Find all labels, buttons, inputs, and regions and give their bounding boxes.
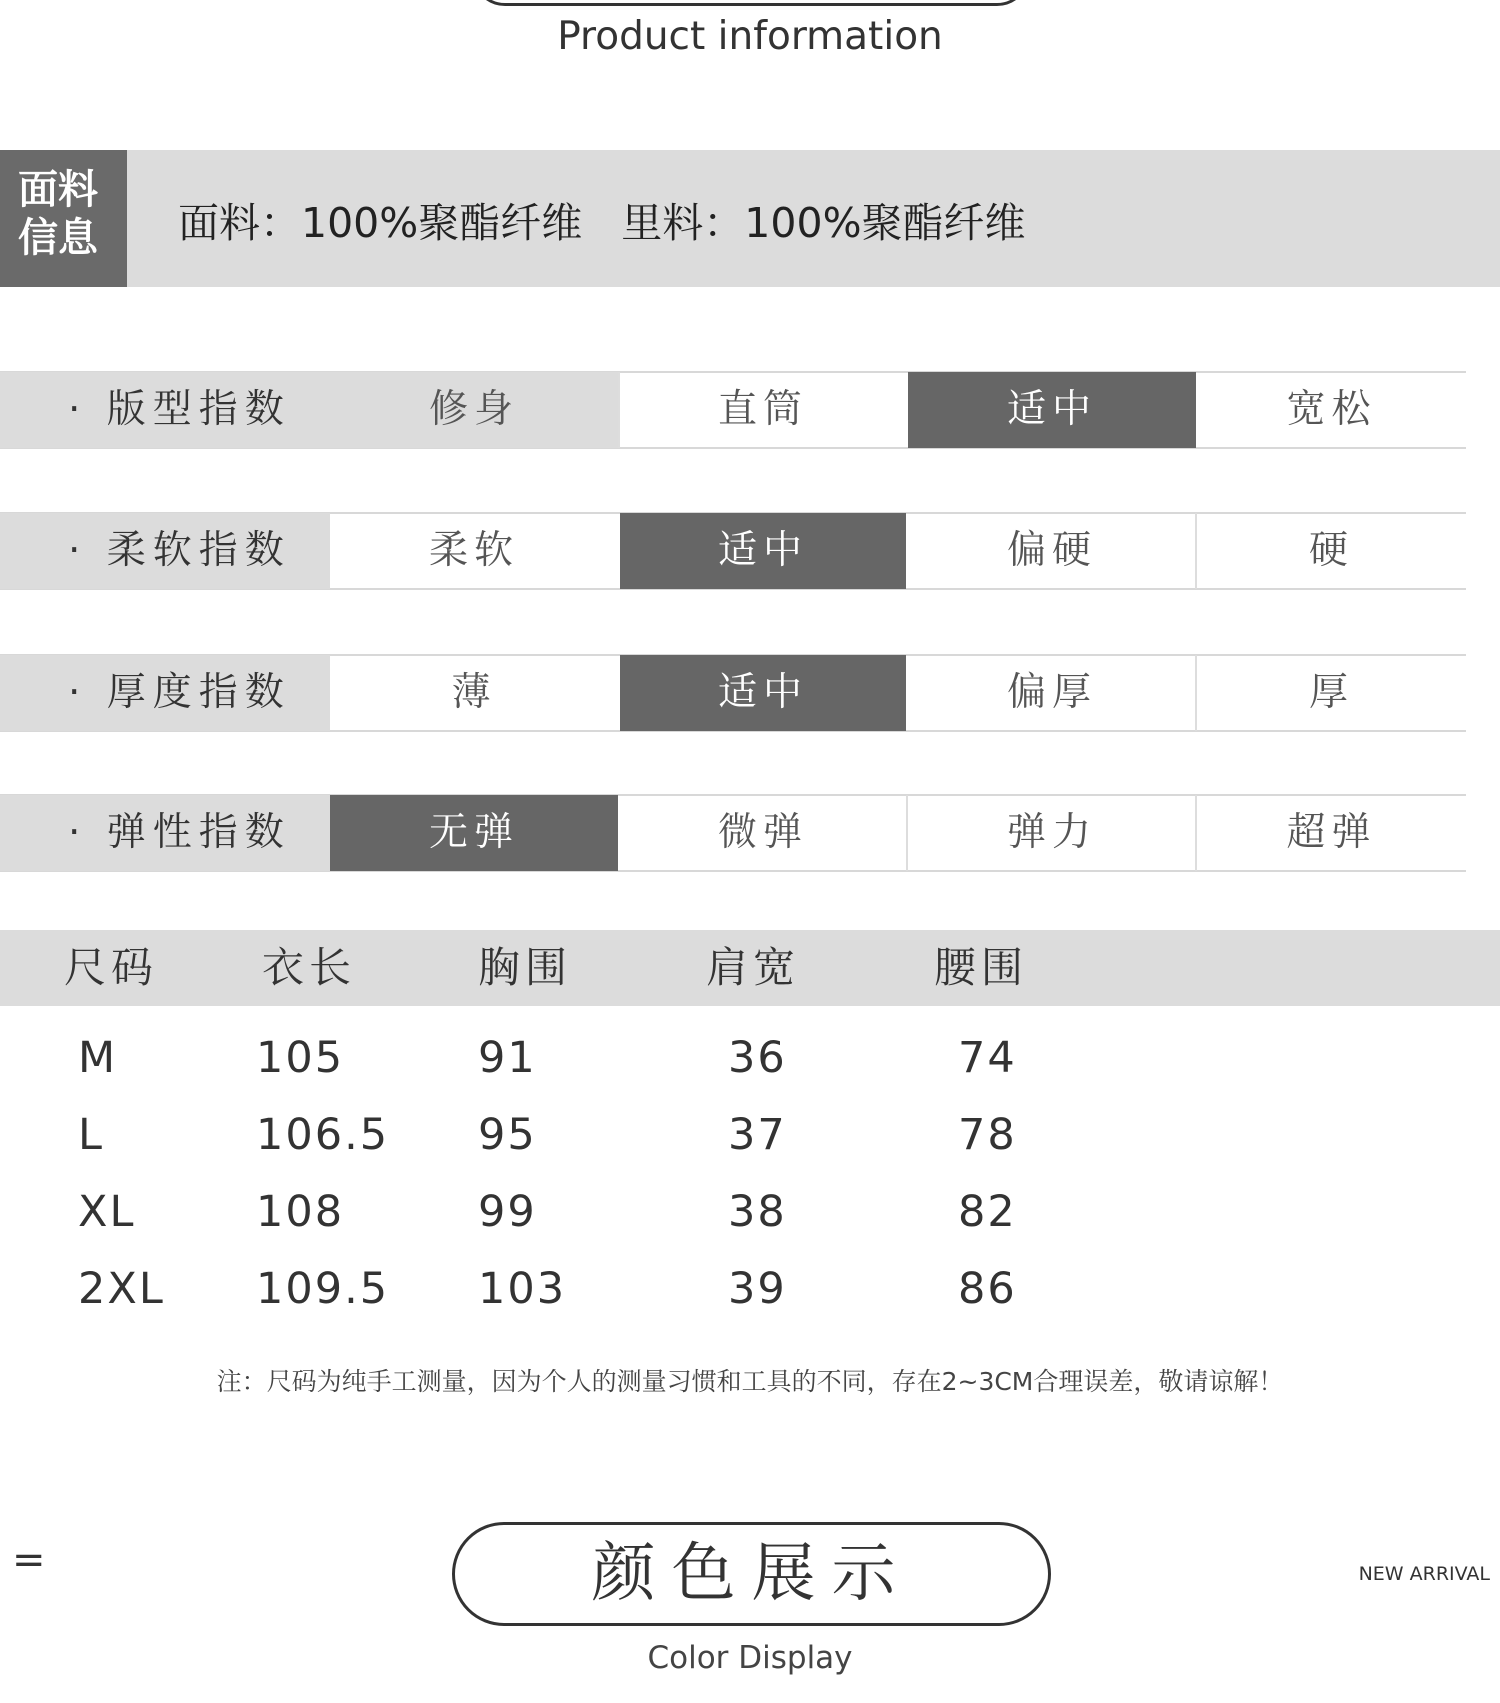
size-column-header: 肩宽 <box>706 943 801 992</box>
size-label: 2XL <box>78 1264 165 1314</box>
index-option: 柔软 <box>428 528 519 573</box>
new-arrival-badge: NEW ARRIVAL <box>1358 1563 1490 1585</box>
size-label: XL <box>78 1187 136 1237</box>
cell-divider <box>1195 513 1197 589</box>
color-section-title: 颜色展示 <box>591 1537 912 1611</box>
size-value: 91 <box>478 1033 537 1083</box>
size-column-header: 胸围 <box>478 943 573 992</box>
index-option-selected: 适中 <box>908 372 1196 448</box>
index-option: 修身 <box>428 387 519 432</box>
index-option: 硬 <box>1308 528 1354 573</box>
index-label: · 厚度指数 <box>68 670 291 715</box>
index-option: 偏厚 <box>1006 670 1097 715</box>
index-option: 薄 <box>451 670 497 715</box>
size-column-header: 衣长 <box>262 943 357 992</box>
size-value: 95 <box>478 1110 537 1160</box>
index-label: · 弹性指数 <box>68 810 291 855</box>
size-label: M <box>78 1033 118 1083</box>
section-subtitle: Product information <box>557 14 943 59</box>
size-value: 37 <box>728 1110 787 1160</box>
size-column-header: 腰围 <box>934 943 1029 992</box>
color-section-subtitle: Color Display <box>647 1640 853 1676</box>
size-value: 38 <box>728 1187 787 1237</box>
index-option: 超弹 <box>1286 810 1377 855</box>
size-value: 109.5 <box>256 1264 390 1314</box>
side-decoration: = <box>12 1537 46 1583</box>
fabric-tag-line2: 信息 <box>18 215 98 261</box>
size-value: 103 <box>478 1264 567 1314</box>
index-option: 宽松 <box>1286 387 1377 432</box>
size-value: 39 <box>728 1264 787 1314</box>
index-option: 偏硬 <box>1006 528 1097 573</box>
cell-divider <box>1195 795 1197 871</box>
index-row <box>0 795 1466 871</box>
size-value: 78 <box>958 1110 1017 1160</box>
index-label: · 版型指数 <box>68 387 291 432</box>
index-option-selected: 适中 <box>620 513 906 589</box>
index-option: 弹力 <box>1006 810 1097 855</box>
size-value: 99 <box>478 1187 537 1237</box>
measurement-note: 注：尺码为纯手工测量，因为个人的测量习惯和工具的不同，存在2~3CM合理误差，敬请谅解！ <box>216 1367 1284 1396</box>
size-value: 106.5 <box>256 1110 390 1160</box>
index-row <box>0 655 1466 731</box>
fabric-composition: 面料：100%聚酯纤维 里料：100%聚酯纤维 <box>178 199 1026 247</box>
index-option-selected: 无弹 <box>330 795 618 871</box>
size-value: 74 <box>958 1033 1017 1083</box>
size-value: 108 <box>256 1187 345 1237</box>
index-label: · 柔软指数 <box>68 528 291 573</box>
index-option-selected: 适中 <box>620 655 906 731</box>
cell-divider <box>906 795 908 871</box>
index-option: 微弹 <box>717 810 808 855</box>
index-option: 直筒 <box>717 387 808 432</box>
size-value: 86 <box>958 1264 1017 1314</box>
size-value: 82 <box>958 1187 1017 1237</box>
index-row <box>0 372 1466 448</box>
fabric-tag-line1: 面料 <box>18 167 98 213</box>
cell-divider <box>1195 655 1197 731</box>
size-value: 105 <box>256 1033 345 1083</box>
cell-divider <box>618 372 620 448</box>
section-title-pill <box>472 0 1030 6</box>
index-row <box>0 513 1466 589</box>
index-option: 厚 <box>1308 670 1354 715</box>
size-value: 36 <box>728 1033 787 1083</box>
size-column-header: 尺码 <box>64 943 159 992</box>
size-label: L <box>78 1110 104 1160</box>
fabric-info-tag <box>0 150 127 287</box>
